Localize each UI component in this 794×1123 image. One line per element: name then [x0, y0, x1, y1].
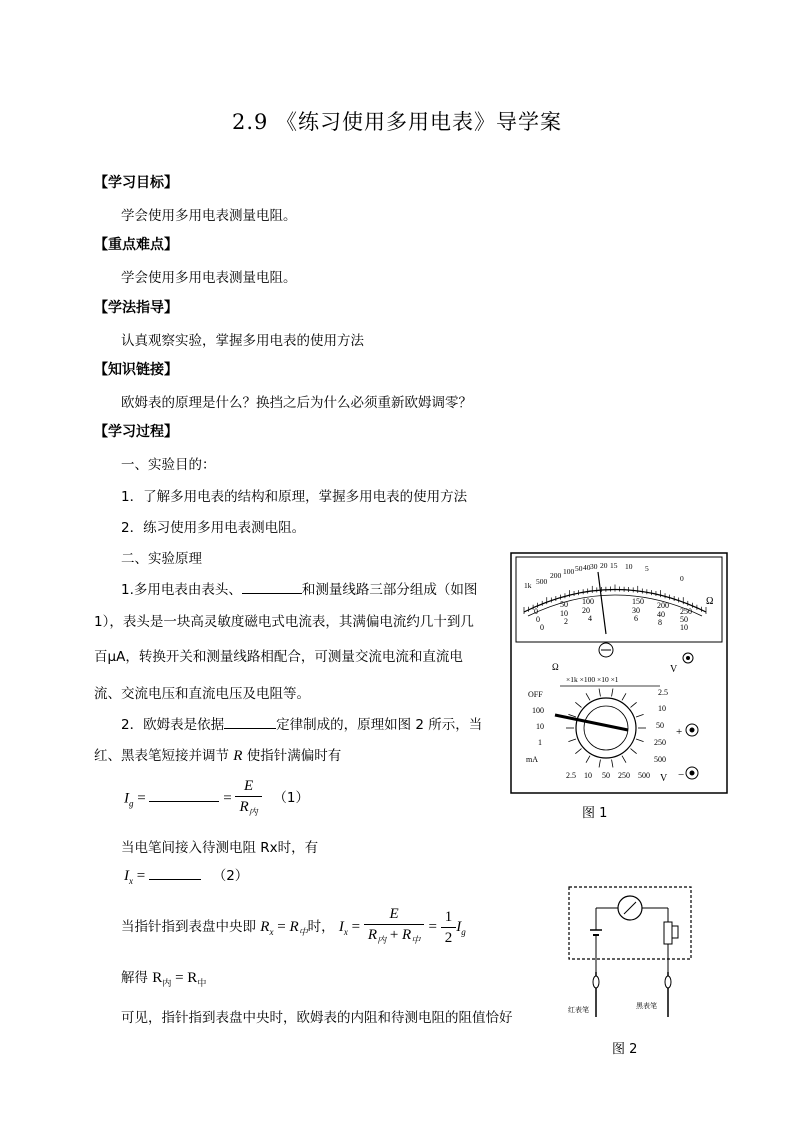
principle-2-line-1 [121, 713, 482, 733]
eq3-fraction [364, 904, 424, 950]
fill-blank[interactable] [224, 714, 276, 729]
principle-1-line-3: 百μA，转换开关和测量线路相配合，可测量交流电流和直流电 [94, 649, 463, 665]
eq3-half-den: 2 [444, 929, 453, 946]
ohm-scale-label: 15 [610, 561, 618, 570]
dc-scale-label: 20 [582, 606, 590, 615]
fill-blank[interactable] [149, 787, 219, 802]
dc-scale-label: 200 [657, 601, 669, 610]
mid-text-a: 当指针指到表盘中央即 [121, 919, 256, 935]
purpose-item-2: 2．练习使用多用电表测电阻。 [121, 520, 306, 536]
link-header: 【知识链接】 [94, 362, 178, 378]
dc-scale-label: 250 [680, 607, 692, 616]
ohm-scale-label: 20 [600, 561, 608, 570]
method-header: 【学法指导】 [94, 300, 178, 316]
figure-2-caption: 图 2 [612, 1042, 638, 1057]
solve-text: 解得 [121, 970, 148, 986]
solve-r2: R [187, 970, 198, 986]
dc-scale-label: 4 [588, 614, 592, 623]
solve-line: 解得 $R_内 = R_中$ [121, 970, 207, 988]
fill-blank[interactable] [149, 865, 201, 880]
ohm-scale-label: 40 [583, 563, 591, 572]
connect-text: 当电笔间接入待测电阻 Rx时，有 [121, 840, 319, 856]
eq3-den-b-sub: 中 [411, 935, 421, 945]
ohm-scale-label: 50 [575, 564, 583, 573]
v-range-label: 250 [654, 738, 666, 747]
key-text: 学会使用多用电表测量电阻。 [121, 270, 297, 286]
principle-1-line-1 [121, 578, 477, 598]
eq1-lhs-sub: g [129, 798, 134, 809]
eq2-lhs-sub: x [129, 876, 133, 886]
principle-2-text-d: 使指针满偏时有 [242, 748, 342, 764]
key-header: 【重点难点】 [94, 237, 178, 253]
eq3-den-a: R [367, 927, 378, 943]
link-text: 欧姆表的原理是什么？换挡之后为什么必须重新欧姆调零？ [121, 395, 472, 411]
principle-1-line-2: 1），表头是一块高灵敏度磁电式电流表，其满偏电流约几十到几 [94, 614, 474, 630]
dc-scale-label: 150 [632, 597, 644, 606]
v-range-bottom-label: 10 [584, 771, 592, 780]
purpose-item-1: 1．了解多用电表的结构和原理，掌握多用电表的使用方法 [121, 489, 468, 505]
principle-title: 二、实验原理 [121, 551, 202, 567]
process-header: 【学习过程】 [94, 424, 178, 440]
goal-header: 【学习目标】 [94, 175, 178, 191]
black-probe-icon [665, 976, 671, 988]
figure-1-caption: 图 1 [582, 806, 608, 821]
ma-range-label: 100 [532, 706, 544, 715]
dc-scale-label: 0 [540, 623, 544, 632]
ohm-range-symbol: Ω [552, 662, 559, 672]
figure-2-circuit [566, 882, 696, 1022]
mid-rx: R [260, 919, 270, 935]
principle-1-text-a: 1.多用电表由表头、 [121, 582, 242, 598]
purpose-title: 一、实验目的： [121, 457, 216, 473]
ohm-scale-label: 500 [536, 577, 548, 586]
eq1-lhs: I [124, 790, 129, 807]
eq3-ig: I [456, 919, 462, 935]
dc-scale-label: 50 [680, 615, 688, 624]
plus-sign: + [676, 726, 683, 738]
principle-2-line-2 [94, 744, 341, 765]
equation-1: $I_g$ = = $\frac{E}{R_内}$ （1） [124, 776, 309, 822]
ma-unit: mA [526, 755, 538, 764]
dc-scale-label: 40 [657, 610, 665, 619]
black-probe-label: 黑表笔 [636, 1002, 657, 1010]
eq1-den-sub: 内 [248, 807, 258, 817]
v-range-bottom-label: 500 [638, 771, 650, 780]
eq1-denominator [235, 797, 261, 822]
eq3-ix: I [338, 919, 344, 935]
mid-text-b: 时， [307, 919, 335, 935]
goal-text: 学会使用多用电表测量电阻。 [121, 208, 297, 224]
fill-blank[interactable] [242, 579, 302, 594]
dc-scale-label: 10 [560, 609, 568, 618]
eq3-den-a-sub: 内 [377, 935, 387, 945]
page-title: 2.9 《练习使用多用电表》导学案 [231, 110, 563, 134]
figure-1-multimeter [510, 552, 728, 794]
eq1-den-r: R [239, 799, 249, 815]
dc-scale-label: 100 [582, 597, 594, 606]
dc-scale-label: 8 [658, 618, 662, 627]
solve-r2-sub: 中 [197, 978, 207, 988]
dc-scale-label: 2 [564, 617, 568, 626]
eq2-tag: （2） [212, 868, 249, 884]
eq3-half [441, 907, 457, 948]
ohm-scale-label: 10 [625, 562, 633, 571]
resistor-symbol: R [233, 748, 243, 764]
mid-rm: R [289, 919, 299, 935]
ohm-scale-label: 100 [563, 567, 575, 576]
v-ohm-label: V [670, 664, 678, 675]
eq3-denominator: $R_内 + R_中$ [367, 927, 421, 945]
ohm-scale-label: 1k [524, 581, 532, 590]
v-range-label: 2.5 [658, 688, 668, 697]
v-range-label: 50 [656, 721, 664, 730]
v-range-bottom-label: 2.5 [566, 771, 576, 780]
red-probe-icon [593, 976, 599, 988]
ma-range-label: 10 [536, 722, 544, 731]
v-range-label: 500 [654, 755, 666, 764]
eq1-numerator: E [235, 776, 261, 797]
eq1-tag: （1） [273, 790, 309, 807]
ohm-scale-label: 5 [645, 564, 649, 573]
red-probe-label: 红表笔 [568, 1006, 589, 1014]
dc-scale-label: 30 [632, 606, 640, 615]
mid-rx-sub: x [269, 927, 274, 937]
method-text: 认真观察实验，掌握多用电表的使用方法 [121, 333, 364, 349]
solve-r1: R [152, 970, 163, 986]
equation-2: $I_x = (2)$ [124, 864, 248, 886]
mid-rm-sub: 中 [298, 927, 308, 937]
conclusion-text: 可见，指针指到表盘中央时，欧姆表的内阻和待测电阻的阻值恰好 [121, 1010, 513, 1026]
eq3-ig-sub: g [461, 927, 466, 937]
minus-sign: − [678, 769, 685, 781]
resistor-icon [664, 922, 672, 944]
circuit-drawing [566, 882, 696, 1022]
ohm-symbol: Ω [706, 596, 714, 607]
v-range-bottom-label: 50 [602, 771, 610, 780]
ohm-range-labels: ×1k ×100 ×10 ×1 [566, 675, 619, 684]
eq1-fraction [235, 776, 261, 822]
eq3-ix-sub: x [343, 927, 348, 937]
principle-2-text-b: 定律制成的，原理如图 2 所示，当 [276, 717, 483, 733]
multimeter-drawing [510, 552, 728, 794]
ma-range-label: 1 [538, 738, 542, 747]
principle-2-text-c: 红、黑表笔短接并调节 [94, 748, 234, 764]
solve-r1-sub: 内 [162, 978, 172, 988]
v-range-bottom-label: 250 [618, 771, 630, 780]
ma-range-label: OFF [528, 690, 543, 699]
eq3-den-b: R [402, 927, 412, 943]
dc-scale-label: 0 [536, 615, 540, 624]
dc-scale-label: 10 [680, 623, 688, 632]
principle-1-line-4: 流、交流电压和直流电压及电阻等。 [94, 686, 310, 702]
eq3-numerator: E [364, 904, 424, 925]
eq3-half-num: 1 [441, 907, 457, 928]
ohm-scale-label: 200 [550, 571, 562, 580]
principle-1-text-b: 和测量线路三部分组成（如图 [301, 582, 478, 598]
ohm-scale-label: 0 [680, 574, 684, 583]
principle-2-text-a: 2．欧姆表是依据 [121, 717, 225, 733]
dc-scale-label: 6 [634, 614, 638, 623]
v-unit: V [660, 773, 668, 784]
dc-scale-label: 0 [534, 607, 538, 616]
dc-scale-label: 50 [560, 600, 568, 609]
eq2-lhs: I [124, 868, 129, 884]
v-range-label: 10 [658, 704, 666, 713]
ohm-scale-label: 30 [590, 562, 598, 571]
mid-scale-line: 当指针指到表盘中央即 $R_x = R_中$时， $I_x$ = $\frac{E}{R_内 + R_中}$ = $\frac{1}{2}$ $I_g$ [121, 904, 466, 950]
